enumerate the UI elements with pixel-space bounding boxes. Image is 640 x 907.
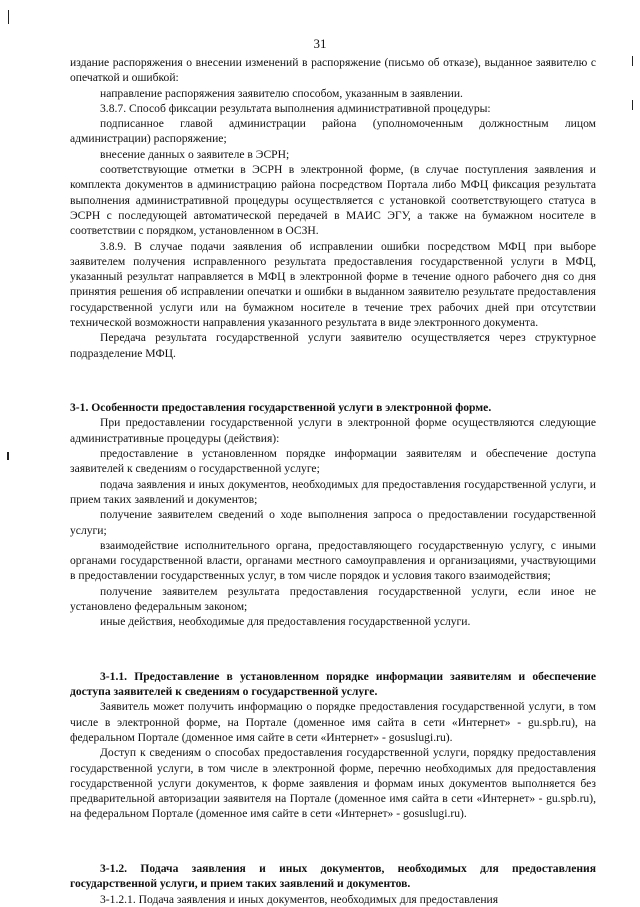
paragraph: получение заявителем результата предоставления государственной услуги, если иное не установлено федеральным законом; [70, 584, 596, 613]
page-number: 31 [313, 36, 327, 51]
scan-edge-mark [632, 56, 633, 66]
scan-edge-mark [7, 452, 9, 460]
paragraph: 3-1.2.1. Подача заявления и иных документов, необходимых для предоставления [100, 892, 499, 906]
paragraph: издание распоряжения о внесении изменений в распоряжение (письмо об отказе), выданное заявителю с опечаткой и ошибкой: [70, 56, 596, 85]
paragraph: Передача результата государственной услуги заявителю осуществляется через структурное подразделение МФЦ. [70, 331, 596, 360]
paragraph: направление распоряжения заявителю способом, указанным в заявлении. [100, 86, 463, 100]
paragraph: 3.8.7. Способ фиксации результата выполнения административной процедуры: [100, 101, 491, 115]
scan-edge-mark [8, 10, 9, 24]
paragraph: предоставление в установленном порядке информации заявителям и обеспечение доступа заявителей к сведениям о государственной услуге; [70, 447, 596, 476]
paragraph: получение заявителем сведений о ходе выполнения запроса о предоставлении государственной услуги; [70, 508, 596, 537]
section-heading: 3-1.1. Предоставление в установленном порядке информации заявителям и обеспечение доступа заявителей к сведениям о государственной услуге. [70, 669, 596, 699]
paragraph: подписанное главой администрации района (уполномоченным должностным лицом администрации) распоряжение; [70, 117, 596, 146]
paragraph: подача заявления и иных документов, необходимых для предоставления государственной услуги, и прием таких заявлений и документов; [70, 477, 596, 506]
paragraph: соответствующие отметки в ЭСРН в электронной форме, (в случае поступления заявления и комплекта документов в администрацию района посредством Портала либо МФЦ фиксация результата выполнения административной процедуры осуществляется с установкой соответствующего статуса в ЭСРН с последующей автоматической передачей в МАИС ЭГУ, а также на бумажном носителе в соответствии с порядком, установленном в ОСЗН. [70, 163, 596, 238]
paragraph: Доступ к сведениям о способах предоставления государственной услуги, порядку предоставления государственной услуги, в том числе в электронной форме, перечню необходимых для предоставления государственной услуги документов, к форме заявления и формам иных документов выполняется без предварительной авторизации заявителя на Портале (доменное имя сайта в сети «Интернет» - gu.spb.ru), на федеральном Портале (доменное имя сайте в сети «Интернет» - gosuslugi.ru). [70, 746, 596, 821]
scan-edge-mark [632, 100, 633, 110]
paragraph: При предоставлении государственной услуги в электронной форме осуществляются следующие административные процедуры (действия): [70, 416, 596, 445]
section-heading: 3-1. Особенности предоставления государственной услуги в электронной форме. [70, 401, 492, 415]
section-spacer [70, 641, 596, 657]
paragraph: 3.8.9. В случае подачи заявления об исправлении ошибки посредством МФЦ при выборе заявителем получения исправленного результата предоставления государственной услуги в МФЦ, указанный результат направляется в МФЦ в электронной форме в течение одного рабочего дня со дня принятия решения об исправлении опечатки и ошибки в выданном заявителю результате предоставления государственной услуги или на бумажном носителе в течение трех рабочих дней при отсутствии технической возможности направления указанного результата в виде электронного документа. [70, 239, 596, 330]
paragraph: Заявитель может получить информацию о порядке предоставления государственной услуги, в том числе в электронной форме, на Портале (доменное имя сайта в сети «Интернет» - gu.spb.ru), на федеральном Портале (доменное имя сайте в сети «Интернет» - gosuslugi.ru). [70, 700, 596, 744]
document-body [70, 55, 596, 907]
section-heading: 3-1.2. Подача заявления и иных документов, необходимых для предоставления государственной услуги, и прием таких заявлений и документов. [70, 861, 596, 891]
paragraph: внесение данных о заявителе в ЭСРН; [100, 147, 290, 161]
section-spacer [70, 373, 596, 389]
paragraph: взаимодействие исполнительного органа, предоставляющего государственную услугу, с иными органами государственной власти, органами местного самоуправления и организациями, участвующими в предоставлении государственных услуг, в том числе порядок и условия такого взаимодействия; [70, 538, 596, 583]
section-spacer [70, 833, 596, 849]
paragraph: иные действия, необходимые для предоставления государственной услуги. [100, 615, 471, 629]
